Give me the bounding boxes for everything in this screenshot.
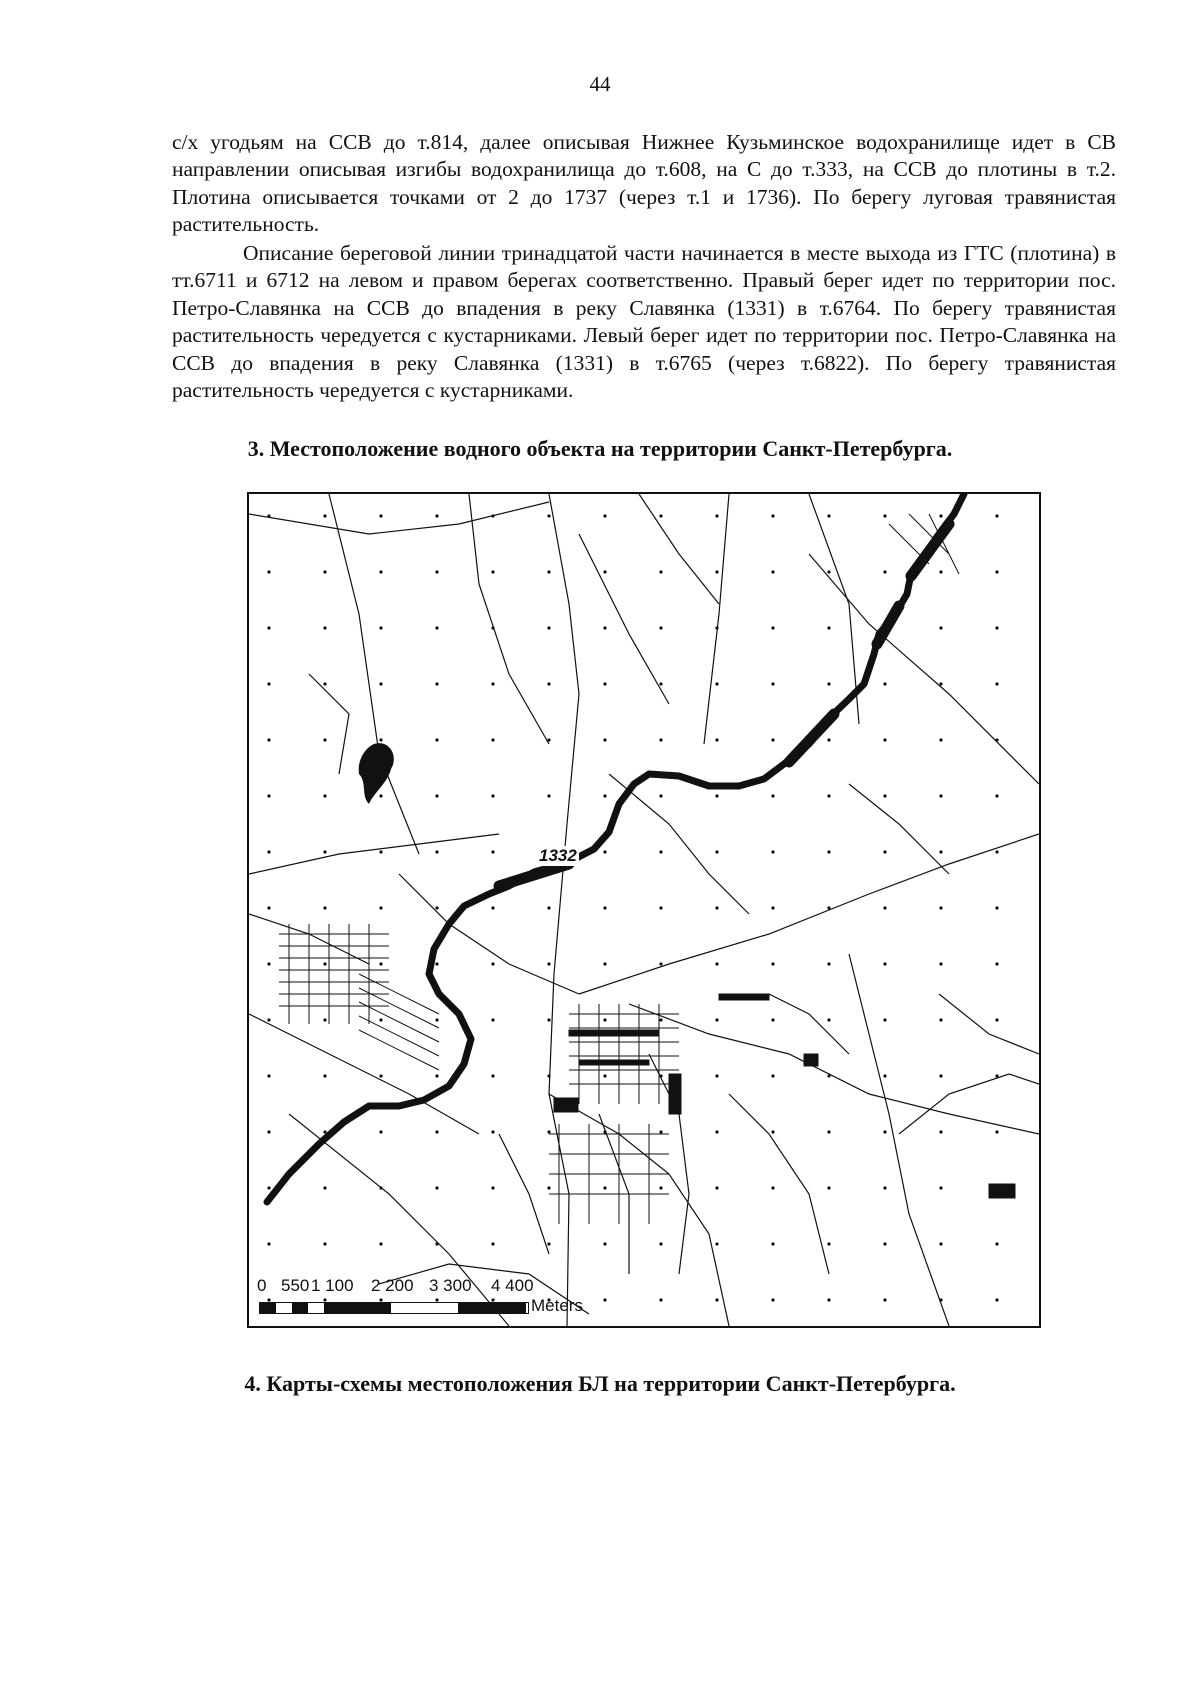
paragraph-2: Описание береговой линии тринадцатой части начинается в месте выхода из ГТС (плотина) в тт.6711 и 6712 на левом и правом берегах соответственно. Правый берег идет по территории пос. Петро-Славянка на ССВ до впадения в реку Славянка (1331) в т.6764. По берегу травянистая растительность чередуется с кустарниками. Левый берег идет по территории пос. Петро-Славянка на ССВ до впадения в реку Славянка (1331) в т.6765 (через т.6822). По берегу травянистая растительность чередуется с кустарниками. — [172, 241, 1116, 403]
scale-unit: Meters — [531, 1296, 583, 1315]
scale-tick-4400: 4 400 — [491, 1276, 534, 1295]
paragraph-1: с/х угодьям на ССВ до т.814, далее описывая Нижнее Кузьминское водохранилище идет в СВ направлении описывая изгибы водохранилища до т.608, на С до т.333, на ССВ до плотины в т.2. Плотина описывается точками от 2 до 1737 (через т.1 и 1736). По берегу луговая травянистая растительность. — [172, 130, 1116, 237]
scale-tick-3300: 3 300 — [429, 1276, 472, 1295]
scale-tick-0: 0 — [257, 1276, 267, 1295]
section-4-heading: 4. Карты-схемы местоположения БЛ на территории Санкт-Петербурга. — [244, 1371, 956, 1396]
scale-tick-2200: 2 200 — [371, 1276, 414, 1295]
location-map — [247, 492, 1041, 1328]
scale-tick-550: 550 — [281, 1276, 310, 1295]
scale-labels — [257, 1276, 539, 1296]
section-3-heading: 3. Местоположение водного объекта на территории Санкт-Петербурга. — [247, 436, 953, 461]
map-drawing — [249, 494, 1039, 1326]
scale-bar — [259, 1302, 529, 1314]
scale-tick-1100: 1 100 — [311, 1276, 354, 1295]
river-label: 1332 — [539, 846, 577, 865]
page-number: 44 — [589, 72, 611, 96]
map-dot-background — [249, 494, 1039, 1326]
